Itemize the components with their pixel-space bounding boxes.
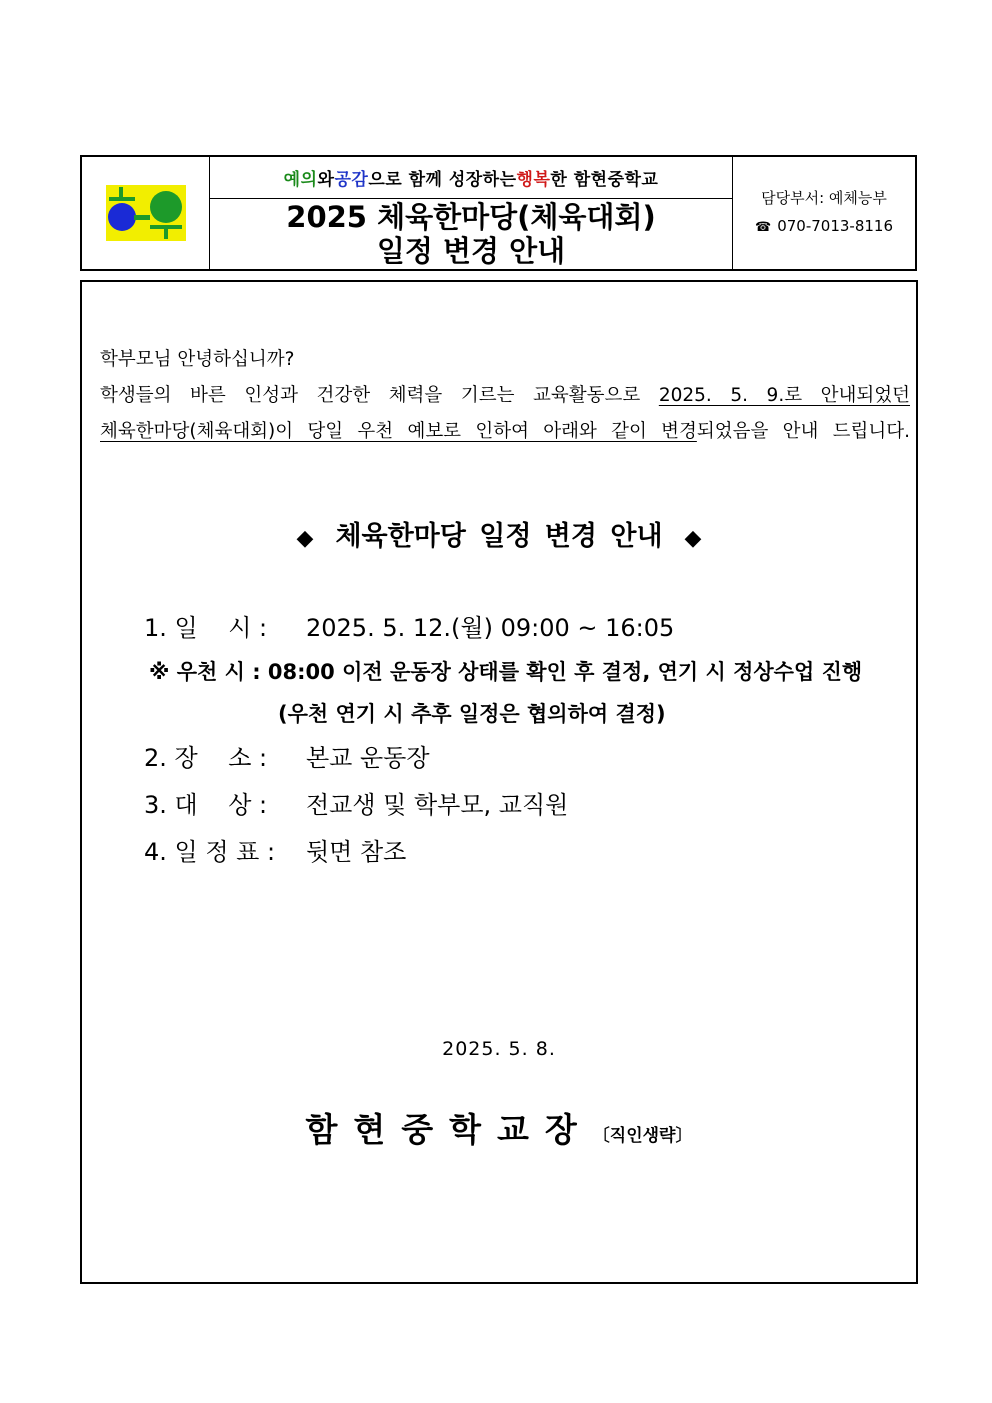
intro-text: 학생들의 바른 인성과 건강한 체력을 기르는 교육활동으로 — [100, 385, 659, 406]
signature — [82, 1104, 916, 1151]
document-body — [80, 280, 918, 1284]
school-logo — [106, 185, 186, 241]
phone-number: 070-7013-8116 — [777, 217, 893, 235]
diamond-icon: ◆ — [684, 526, 702, 551]
item-label: 1. 일 시 : — [144, 614, 268, 642]
school-slogan — [210, 157, 732, 199]
greeting: 학부모님 안녕하십니까? — [100, 349, 295, 370]
slogan-part: 행복 — [516, 170, 551, 190]
item-label: 4. 일 정 표 : — [144, 838, 276, 866]
item-value: 본교 운동장 — [306, 744, 430, 772]
department: 담당부서: 예체능부 — [761, 189, 887, 207]
rain-note-line-1: ※ 우천 시 : 08:00 이전 운동장 상태를 확인 후 결정, 연기 시 정상수업 진행 — [149, 660, 863, 684]
item-value: 전교생 및 학부모, 교직원 — [306, 791, 569, 819]
intro-line-2 — [100, 378, 910, 414]
intro-paragraph — [100, 342, 910, 450]
seal-note: 〔직인생략〕 — [592, 1126, 693, 1146]
signer-name: 함현중학교장 — [305, 1110, 593, 1149]
section-title — [82, 514, 916, 553]
item-target — [144, 785, 568, 820]
item-label: 3. 대 상 : — [144, 791, 268, 819]
title-line-1: 2025 체육한마당(체육대회) — [286, 200, 656, 234]
section-title-text: 체육한마당 일정 변경 안내 — [335, 521, 663, 552]
document-date: 2025. 5. 8. — [442, 1038, 556, 1060]
item-value: 2025. 5. 12.(월) 09:00 ~ 16:05 — [306, 614, 675, 642]
intro-underlined: 체육한마당(체육대회)이 당일 우천 예보로 인하여 아래와 같이 변경 — [100, 421, 697, 442]
slogan-part: 공감 — [334, 170, 369, 190]
contact-cell — [733, 157, 915, 269]
document-header — [80, 155, 917, 271]
intro-underlined: 2025. 5. 9.로 안내되었던 — [658, 385, 910, 406]
slogan-part: 와 — [317, 170, 335, 190]
telephone-icon: ☎ — [754, 220, 772, 235]
title-cell — [210, 157, 733, 269]
document-title — [210, 199, 732, 269]
school-logo-cell — [82, 157, 210, 269]
item-datetime — [144, 608, 674, 643]
diamond-icon: ◆ — [296, 526, 314, 551]
item-value: 뒷면 참조 — [306, 838, 407, 866]
item-place — [144, 738, 430, 773]
slogan-part: 예의 — [283, 170, 318, 190]
item-label: 2. 장 소 : — [144, 744, 268, 772]
intro-text: 되었음을 안내 드립니다. — [696, 421, 910, 442]
slogan-part: 한 함현중학교 — [550, 170, 659, 190]
intro-line-3 — [100, 414, 910, 450]
phone-line — [755, 212, 893, 242]
rain-note-line-2: (우천 연기 시 추후 일정은 협의하여 결정) — [278, 702, 666, 726]
item-schedule — [144, 832, 406, 867]
slogan-part: 으로 함께 성장하는 — [368, 170, 517, 190]
title-line-2: 일정 변경 안내 — [376, 234, 566, 268]
